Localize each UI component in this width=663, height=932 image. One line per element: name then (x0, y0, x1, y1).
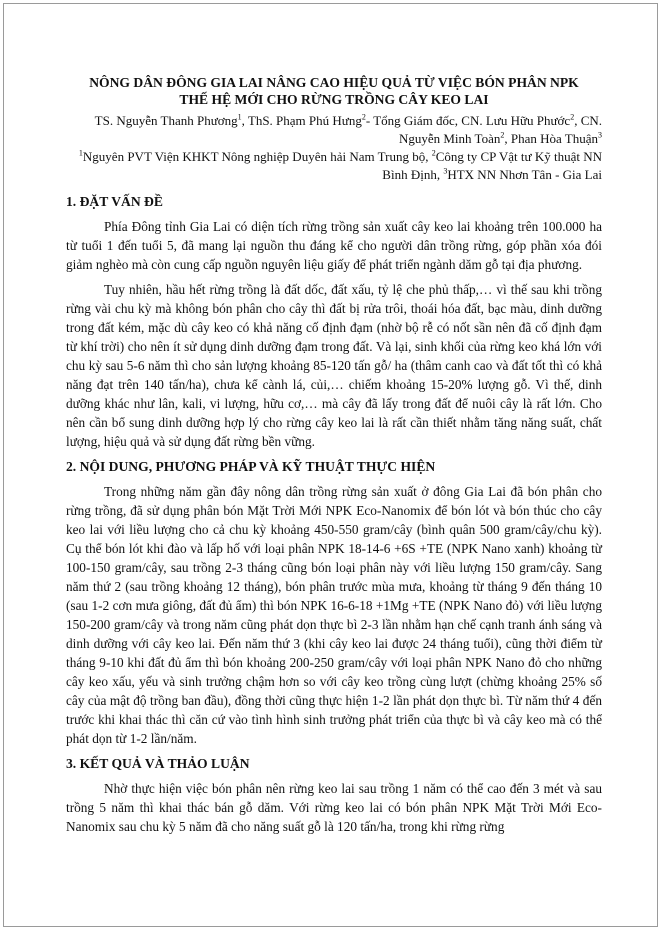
affil-sup-1: 1 (78, 148, 83, 158)
section-2-paragraph-1: Trong những năm gần đây nông dân trồng rừng sản xuất ở đông Gia Lai đã bón phân cho rừng trồng, đã sử dụng phân bón Mặt Trời Mới NPK Eco-Nanomix để bón lót và bón thúc cho cây keo lai với liều lượng cho cả chu kỳ khoảng 450-550 gram/cây (bình quân 500 gram/cây/chu kỳ). Cụ thể bón lót khi đào và lấp hố với loại phân NPK 18-14-6 +6S +TE (NPK Nano xanh) khoảng từ 100-150 gram/cây, sau trồng 2-3 tháng cũng bón loại phân này với liều lượng 150 gram/cây. Sang năm thứ 2 (sau trồng khoảng 12 tháng), bón phân trước mùa mưa, khoảng từ tháng 9 đến tháng 10 (sau 1-2 cơn mưa giông, đất đủ ẩm) thì bón NPK 16-6-18 +1Mg +TE (NPK Nano đỏ) với liều lượng 150-200 gram/cây và trong năm cũng phát dọn thực bì 2-3 lần nhằm hạn chế cạnh tranh ánh sáng và dinh dưỡng với cây keo lai. Đến năm thứ 3 (khi cây keo lai được 24 tháng tuổi), cũng thời điểm từ tháng 9-10 khi đất đủ ẩm thì bón khoảng 200-250 gram/cây với loại phân NPK Nano đỏ cho những cây keo xấu, yếu và sinh trưởng chậm hơn so với cây keo trồng cùng lượt (chừng khoảng 25% số cây của mật độ trồng ban đầu), đồng thời cũng thực hiện 1-2 lần phát dọn thực bì. Từ năm thứ 4 đến trước khi khai thác thì căn cứ vào tình hình sinh trưởng phát triển của thực bì và cây keo mà có thể phát dọn từ 1-2 lần/năm. (66, 484, 602, 746)
author-sup-5: 3 (598, 130, 602, 140)
affil-sup-2: 2 (431, 148, 436, 158)
affiliation-3: HTX NN Nhơn Tân - Gia Lai (447, 167, 602, 182)
document-title (66, 74, 602, 108)
author-5: , Phan Hòa Thuận (504, 131, 598, 146)
author-sup-1: 1 (237, 112, 242, 122)
author-sup-3: 2 (570, 112, 575, 122)
affiliation-2: Công ty CP Vật tư Kỹ thuật NN Bình Định, (382, 149, 602, 182)
title-line-1: NÔNG DÂN ĐÔNG GIA LAI NÂNG CAO HIỆU QUẢ TỪ VIỆC BÓN PHÂN NPK (89, 75, 579, 90)
document-page (3, 3, 658, 927)
author-sup-4: 2 (500, 130, 505, 140)
section-3-paragraph-1: Nhờ thực hiện việc bón phân nên rừng keo lai sau trồng 1 năm có thể cao đến 3 mét và sau trồng 5 năm thì khai thác bán gỗ dăm. Với rừng keo lai có bón phân NPK Mặt Trời Mới Eco-Nanomix sau chu kỳ 5 năm đã cho năng suất gỗ là 120 tấn/ha, trong khi rừng rừng (66, 781, 602, 834)
affil-sup-3: 3 (443, 166, 448, 176)
section-2-heading: 2. NỘI DUNG, PHƯƠNG PHÁP VÀ KỸ THUẬT THỰC HIỆN (66, 459, 436, 474)
section-1-paragraph-1: Phía Đông tỉnh Gia Lai có diện tích rừng trồng sản xuất cây keo lai khoảng trên 100.000 ha từ tuổi 1 đến tuổi 5, đã mang lại nguồn thu đáng kể cho người dân trồng rừng, góp phần xóa đói giảm nghèo mà còn cung cấp nguồn nguyên liệu giấy để phát triển ngành dăm gỗ tại địa phương. (66, 219, 602, 272)
author-3: - Tổng Giám đốc, CN. Lưu Hữu Phước (365, 113, 571, 128)
author-2: , ThS. Phạm Phú Hưng (241, 113, 362, 128)
authors-line (66, 112, 602, 148)
section-1-paragraph-2: Tuy nhiên, hầu hết rừng trồng là đất dốc, đất xấu, tỷ lệ che phủ thấp,… vì thế sau khi trồng rừng vài chu kỳ mà không bón phân cho cây thì đất bị rửa trôi, thoái hóa đất, bạc màu, dinh dưỡng trong đất kém, mặc dù cây keo có khả năng cố định đạm (nhờ bộ rễ có nốt sần nên đã cố định đạm từ khí trời) cho nên ít sử dụng dinh dưỡng đạm trong đất. Và lại, sinh khối của rừng keo khá lớn với chu kỳ sau 5-6 năm thì cho sản lượng khoảng 85-120 tấn gỗ/ ha (thâm canh cao và đất tốt thì có khả năng đạt trên 140 tấn/ha), chưa kể cành lá, củi,… chiếm khoảng 15-20% lượng gỗ. Vì thế, dinh dưỡng khác như lân, kali, vi lượng, hữu cơ,… mà cây đã lấy trong đất để nuôi cây là rất lớn. Cho nên cần bổ sung dinh dưỡng hợp lý cho rừng cây keo lai là rất cần thiết nhằm tăng năng suất, chất lượng, hiệu quả và sử dụng đất rừng bền vững. (66, 282, 602, 449)
title-line-2: THẾ HỆ MỚI CHO RỪNG TRỒNG CÂY KEO LAI (179, 92, 489, 107)
document-content (66, 74, 602, 842)
author-sup-2: 2 (361, 112, 366, 122)
author-1: TS. Nguyễn Thanh Phương (94, 113, 238, 128)
section-3-heading: 3. KẾT QUẢ VÀ THẢO LUẬN (66, 756, 250, 771)
affiliations-line (66, 148, 602, 184)
author-4: , CN. Nguyễn Minh Toàn (398, 113, 602, 146)
section-1-heading: 1. ĐẶT VẤN ĐỀ (66, 194, 163, 209)
affiliation-1: Nguyên PVT Viện KHKT Nông nghiệp Duyên hải Nam Trung bộ, (82, 149, 432, 164)
